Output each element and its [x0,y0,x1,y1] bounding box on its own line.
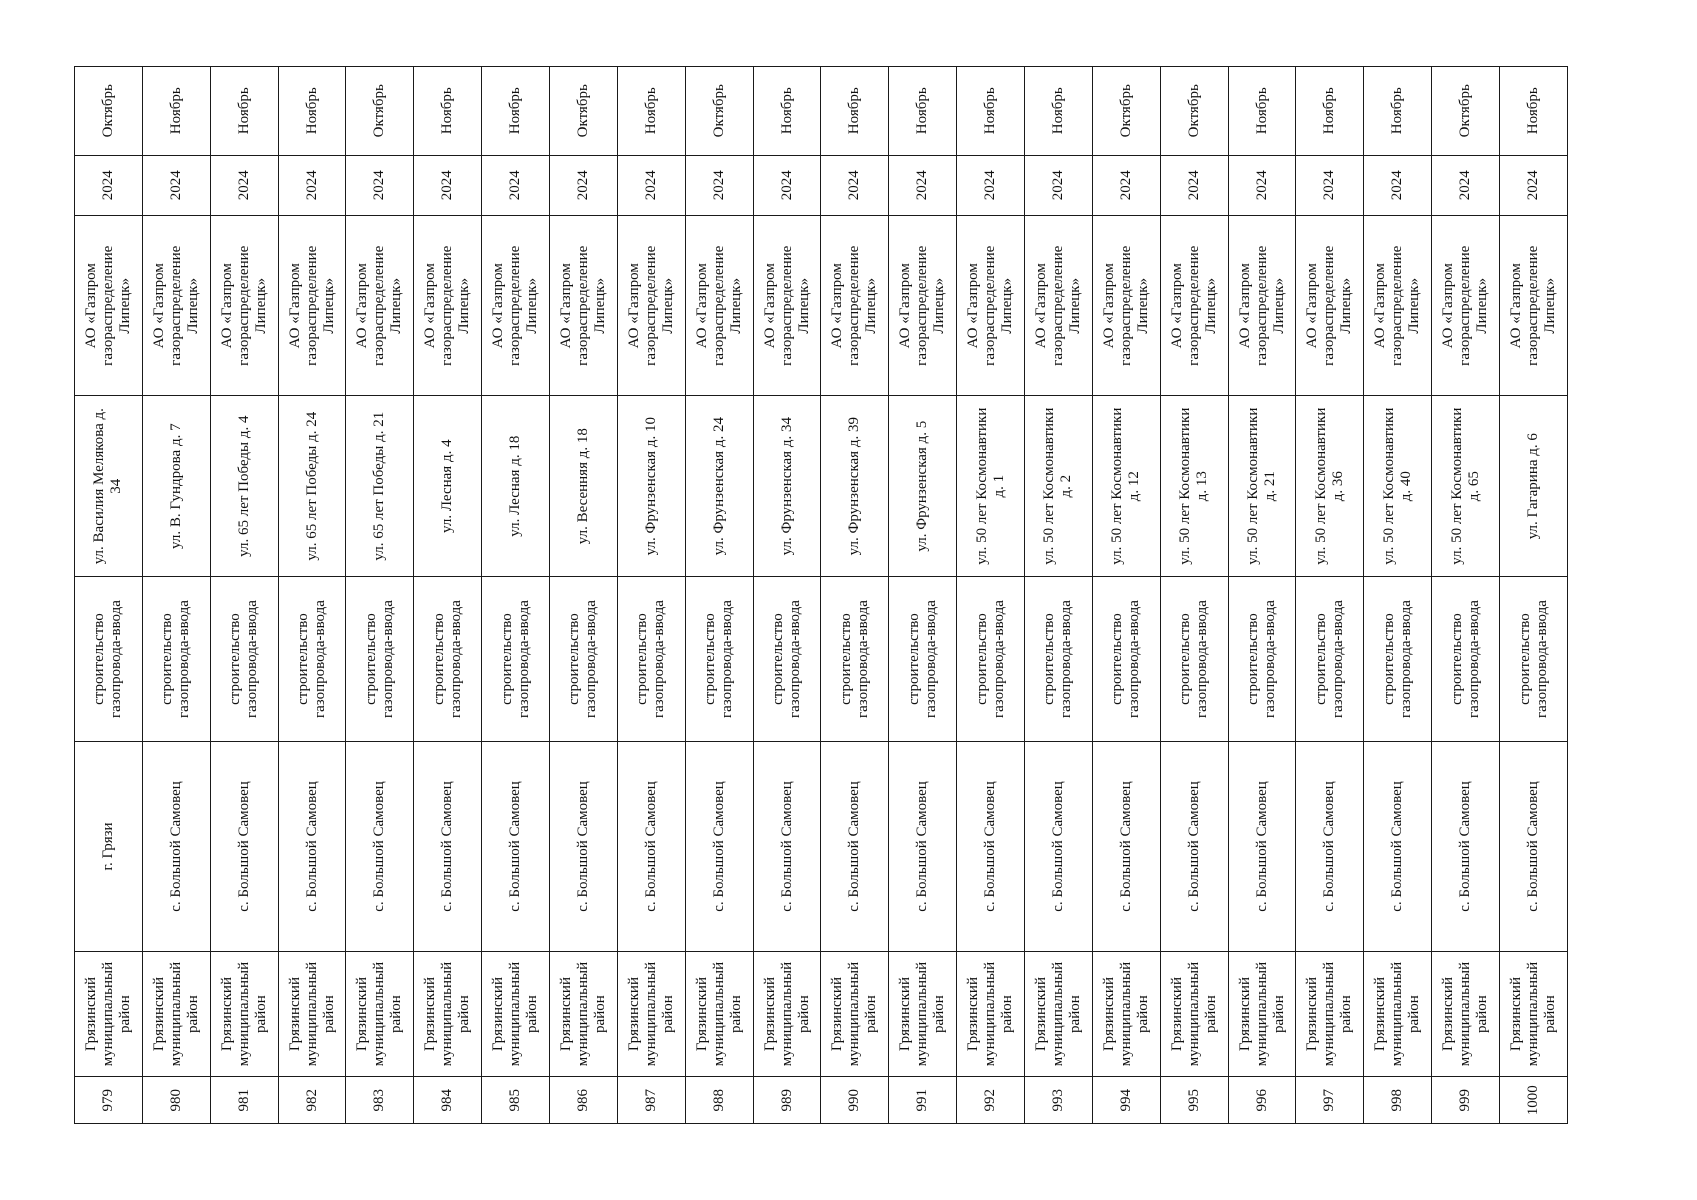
month-cell: Ноябрь [482,67,550,156]
document-page [74,66,1568,1124]
table-row [1296,67,1364,1124]
table-body [75,67,1568,1124]
settlement-cell: с. Большой Самовец [278,742,346,952]
address-cell: ул. Фрунзенская д. 34 [753,396,821,576]
year-cell: 2024 [1025,155,1093,216]
district-cell: Грязинский муниципальный район [1160,951,1228,1077]
row-number: 980 [142,1077,210,1124]
organization-cell: АО «Газпром газораспределение Липецк» [278,216,346,396]
settlement-cell: с. Большой Самовец [821,742,889,952]
district-cell: Грязинский муниципальный район [414,951,482,1077]
table-row [821,67,889,1124]
address-cell: ул. Лесная д. 18 [482,396,550,576]
organization-cell: АО «Газпром газораспределение Липецк» [75,216,143,396]
work-type-cell: строительство газопровода-ввода [414,576,482,741]
settlement-cell: с. Большой Самовец [957,742,1025,952]
district-cell: Грязинский муниципальный район [1092,951,1160,1077]
table-row [753,67,821,1124]
row-number: 986 [550,1077,618,1124]
work-type-cell: строительство газопровода-ввода [821,576,889,741]
address-cell: ул. Лесная д. 4 [414,396,482,576]
settlement-cell: с. Большой Самовец [753,742,821,952]
address-cell: ул. 65 лет Победы д. 4 [210,396,278,576]
year-cell: 2024 [821,155,889,216]
month-cell: Октябрь [1092,67,1160,156]
district-cell: Грязинский муниципальный район [889,951,957,1077]
row-number: 992 [957,1077,1025,1124]
district-cell: Грязинский муниципальный район [1296,951,1364,1077]
work-type-cell: строительство газопровода-ввода [1432,576,1500,741]
organization-cell: АО «Газпром газораспределение Липецк» [1025,216,1093,396]
row-number: 985 [482,1077,550,1124]
month-cell: Ноябрь [1364,67,1432,156]
district-cell: Грязинский муниципальный район [685,951,753,1077]
table-row [346,67,414,1124]
year-cell: 2024 [617,155,685,216]
work-type-cell: строительство газопровода-ввода [75,576,143,741]
month-cell: Ноябрь [821,67,889,156]
year-cell: 2024 [278,155,346,216]
table-row [685,67,753,1124]
table-row [1432,67,1500,1124]
district-cell: Грязинский муниципальный район [278,951,346,1077]
row-number: 979 [75,1077,143,1124]
district-cell: Грязинский муниципальный район [550,951,618,1077]
settlement-cell: с. Большой Самовец [482,742,550,952]
month-cell: Ноябрь [1025,67,1093,156]
address-cell: ул. 50 лет Космонавтики д. 1 [957,396,1025,576]
settlement-cell: с. Большой Самовец [1296,742,1364,952]
row-number: 1000 [1500,1077,1568,1124]
work-type-cell: строительство газопровода-ввода [482,576,550,741]
month-cell: Ноябрь [957,67,1025,156]
district-cell: Грязинский муниципальный район [753,951,821,1077]
month-cell: Ноябрь [210,67,278,156]
address-cell: ул. Фрунзенская д. 5 [889,396,957,576]
table-row [1500,67,1568,1124]
month-cell: Октябрь [346,67,414,156]
work-type-cell: строительство газопровода-ввода [210,576,278,741]
row-number: 994 [1092,1077,1160,1124]
year-cell: 2024 [1296,155,1364,216]
month-cell: Ноябрь [1500,67,1568,156]
organization-cell: АО «Газпром газораспределение Липецк» [957,216,1025,396]
organization-cell: АО «Газпром газораспределение Липецк» [1500,216,1568,396]
month-cell: Ноябрь [278,67,346,156]
year-cell: 2024 [414,155,482,216]
address-cell: ул. Фрунзенская д. 24 [685,396,753,576]
work-type-cell: строительство газопровода-ввода [1092,576,1160,741]
settlement-cell: с. Большой Самовец [1432,742,1500,952]
month-cell: Октябрь [685,67,753,156]
work-type-cell: строительство газопровода-ввода [550,576,618,741]
table-row [1092,67,1160,1124]
table-row [550,67,618,1124]
settlement-cell: с. Большой Самовец [1228,742,1296,952]
work-type-cell: строительство газопровода-ввода [889,576,957,741]
address-cell: ул. 65 лет Победы д. 21 [346,396,414,576]
address-cell: ул. 65 лет Победы д. 24 [278,396,346,576]
month-cell: Октябрь [1160,67,1228,156]
organization-cell: АО «Газпром газораспределение Липецк» [1228,216,1296,396]
organization-cell: АО «Газпром газораспределение Липецк» [1092,216,1160,396]
work-type-cell: строительство газопровода-ввода [278,576,346,741]
table-row [1160,67,1228,1124]
settlement-cell: с. Большой Самовец [889,742,957,952]
gas-connection-table [74,66,1568,1124]
district-cell: Грязинский муниципальный район [1364,951,1432,1077]
district-cell: Грязинский муниципальный район [617,951,685,1077]
organization-cell: АО «Газпром газораспределение Липецк» [889,216,957,396]
work-type-cell: строительство газопровода-ввода [142,576,210,741]
table-row [142,67,210,1124]
address-cell: ул. Весенняя д. 18 [550,396,618,576]
month-cell: Октябрь [75,67,143,156]
year-cell: 2024 [1160,155,1228,216]
organization-cell: АО «Газпром газораспределение Липецк» [210,216,278,396]
settlement-cell: с. Большой Самовец [685,742,753,952]
table-row [482,67,550,1124]
month-cell: Октябрь [550,67,618,156]
work-type-cell: строительство газопровода-ввода [1500,576,1568,741]
table-row [278,67,346,1124]
work-type-cell: строительство газопровода-ввода [1025,576,1093,741]
row-number: 988 [685,1077,753,1124]
work-type-cell: строительство газопровода-ввода [1160,576,1228,741]
month-cell: Октябрь [1432,67,1500,156]
district-cell: Грязинский муниципальный район [821,951,889,1077]
year-cell: 2024 [1500,155,1568,216]
table-row [1228,67,1296,1124]
year-cell: 2024 [889,155,957,216]
settlement-cell: г. Грязи [75,742,143,952]
address-cell: ул. 50 лет Космонавтики д. 36 [1296,396,1364,576]
settlement-cell: с. Большой Самовец [1092,742,1160,952]
organization-cell: АО «Газпром газораспределение Липецк» [1432,216,1500,396]
settlement-cell: с. Большой Самовец [617,742,685,952]
settlement-cell: с. Большой Самовец [1160,742,1228,952]
district-cell: Грязинский муниципальный район [957,951,1025,1077]
settlement-cell: с. Большой Самовец [550,742,618,952]
month-cell: Ноябрь [753,67,821,156]
row-number: 991 [889,1077,957,1124]
year-cell: 2024 [550,155,618,216]
table-row [210,67,278,1124]
organization-cell: АО «Газпром газораспределение Липецк» [482,216,550,396]
row-number: 981 [210,1077,278,1124]
row-number: 983 [346,1077,414,1124]
year-cell: 2024 [957,155,1025,216]
work-type-cell: строительство газопровода-ввода [1228,576,1296,741]
year-cell: 2024 [685,155,753,216]
settlement-cell: с. Большой Самовец [210,742,278,952]
organization-cell: АО «Газпром газораспределение Липецк» [346,216,414,396]
district-cell: Грязинский муниципальный район [210,951,278,1077]
year-cell: 2024 [210,155,278,216]
organization-cell: АО «Газпром газораспределение Липецк» [685,216,753,396]
row-number: 996 [1228,1077,1296,1124]
settlement-cell: с. Большой Самовец [1500,742,1568,952]
settlement-cell: с. Большой Самовец [1364,742,1432,952]
organization-cell: АО «Газпром газораспределение Липецк» [617,216,685,396]
address-cell: ул. 50 лет Космонавтики д. 13 [1160,396,1228,576]
month-cell: Ноябрь [617,67,685,156]
row-number: 997 [1296,1077,1364,1124]
district-cell: Грязинский муниципальный район [1432,951,1500,1077]
row-number: 990 [821,1077,889,1124]
organization-cell: АО «Газпром газораспределение Липецк» [821,216,889,396]
address-cell: ул. 50 лет Космонавтики д. 40 [1364,396,1432,576]
district-cell: Грязинский муниципальный район [482,951,550,1077]
settlement-cell: с. Большой Самовец [1025,742,1093,952]
work-type-cell: строительство газопровода-ввода [1364,576,1432,741]
month-cell: Ноябрь [414,67,482,156]
address-cell: ул. В. Гундрова д. 7 [142,396,210,576]
year-cell: 2024 [482,155,550,216]
month-cell: Ноябрь [142,67,210,156]
rotated-table-wrapper [74,66,1568,1124]
address-cell: ул. 50 лет Космонавтики д. 21 [1228,396,1296,576]
work-type-cell: строительство газопровода-ввода [346,576,414,741]
district-cell: Грязинский муниципальный район [1228,951,1296,1077]
table-row [889,67,957,1124]
table-row [414,67,482,1124]
row-number: 995 [1160,1077,1228,1124]
organization-cell: АО «Газпром газораспределение Липецк» [1364,216,1432,396]
settlement-cell: с. Большой Самовец [142,742,210,952]
year-cell: 2024 [1092,155,1160,216]
row-number: 993 [1025,1077,1093,1124]
organization-cell: АО «Газпром газораспределение Липецк» [753,216,821,396]
organization-cell: АО «Газпром газораспределение Липецк» [142,216,210,396]
work-type-cell: строительство газопровода-ввода [617,576,685,741]
year-cell: 2024 [1364,155,1432,216]
address-cell: ул. 50 лет Космонавтики д. 12 [1092,396,1160,576]
table-row [1025,67,1093,1124]
work-type-cell: строительство газопровода-ввода [1296,576,1364,741]
month-cell: Ноябрь [1296,67,1364,156]
year-cell: 2024 [753,155,821,216]
year-cell: 2024 [142,155,210,216]
table-row [617,67,685,1124]
work-type-cell: строительство газопровода-ввода [753,576,821,741]
year-cell: 2024 [1432,155,1500,216]
row-number: 999 [1432,1077,1500,1124]
row-number: 998 [1364,1077,1432,1124]
work-type-cell: строительство газопровода-ввода [685,576,753,741]
table-row [1364,67,1432,1124]
organization-cell: АО «Газпром газораспределение Липецк» [414,216,482,396]
table-row [75,67,143,1124]
address-cell: ул. Гагарина д. 6 [1500,396,1568,576]
month-cell: Ноябрь [889,67,957,156]
district-cell: Грязинский муниципальный район [346,951,414,1077]
row-number: 984 [414,1077,482,1124]
district-cell: Грязинский муниципальный район [75,951,143,1077]
work-type-cell: строительство газопровода-ввода [957,576,1025,741]
address-cell: ул. 50 лет Космонавтики д. 65 [1432,396,1500,576]
organization-cell: АО «Газпром газораспределение Липецк» [1160,216,1228,396]
table-row [957,67,1025,1124]
row-number: 982 [278,1077,346,1124]
address-cell: ул. Фрунзенская д. 10 [617,396,685,576]
year-cell: 2024 [75,155,143,216]
settlement-cell: с. Большой Самовец [414,742,482,952]
row-number: 989 [753,1077,821,1124]
address-cell: ул. Фрунзенская д. 39 [821,396,889,576]
address-cell: ул. Василия Мелякова д. 34 [75,396,143,576]
month-cell: Ноябрь [1228,67,1296,156]
address-cell: ул. 50 лет Космонавтики д. 2 [1025,396,1093,576]
district-cell: Грязинский муниципальный район [1025,951,1093,1077]
row-number: 987 [617,1077,685,1124]
settlement-cell: с. Большой Самовец [346,742,414,952]
district-cell: Грязинский муниципальный район [1500,951,1568,1077]
organization-cell: АО «Газпром газораспределение Липецк» [550,216,618,396]
year-cell: 2024 [346,155,414,216]
district-cell: Грязинский муниципальный район [142,951,210,1077]
organization-cell: АО «Газпром газораспределение Липецк» [1296,216,1364,396]
year-cell: 2024 [1228,155,1296,216]
